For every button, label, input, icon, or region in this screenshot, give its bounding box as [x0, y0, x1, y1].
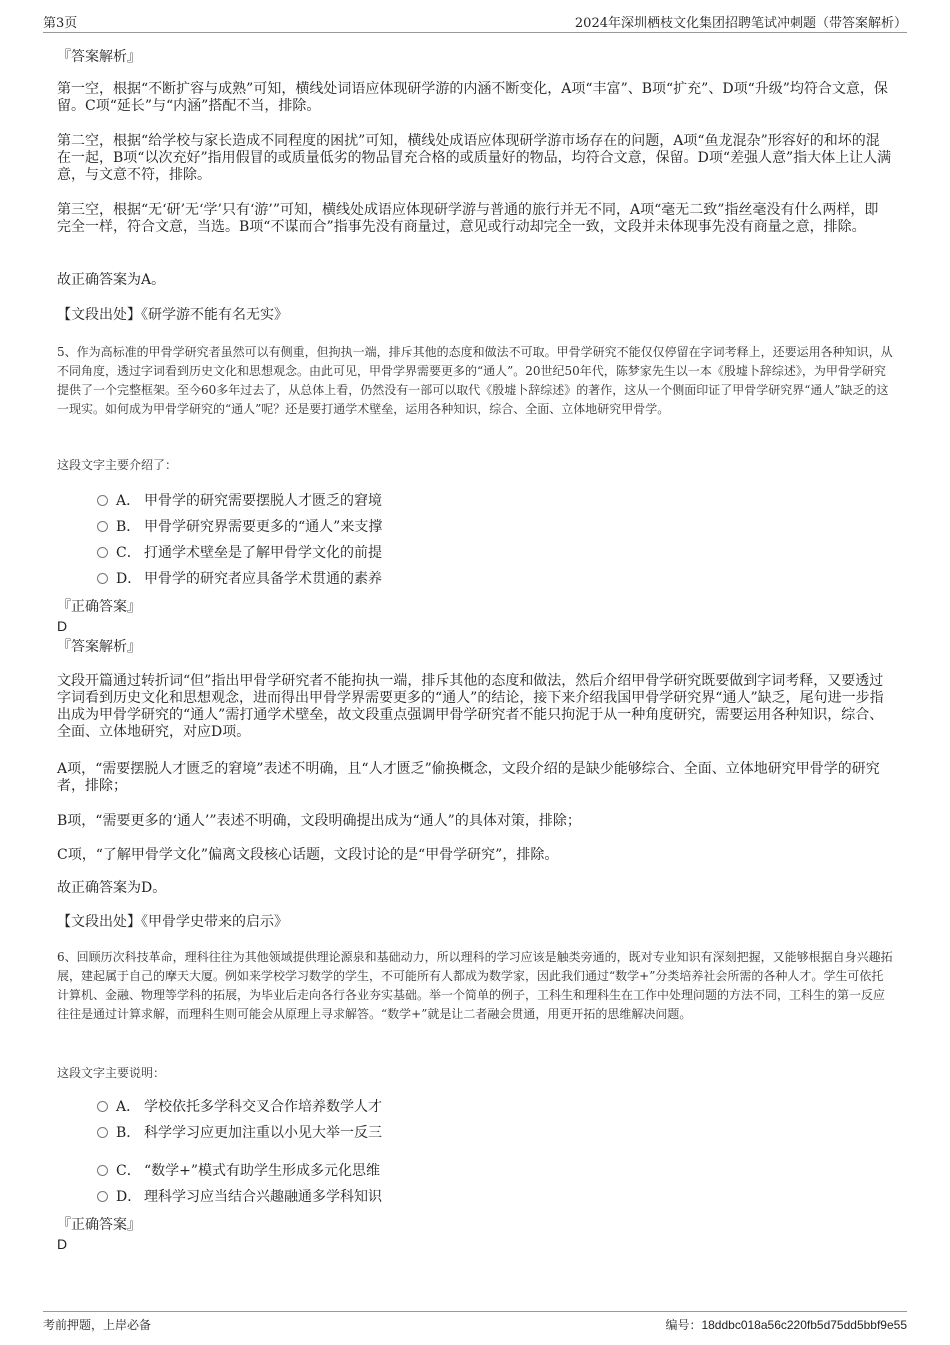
footer-slogan: 考前押题，上岸必备 [43, 1318, 152, 1332]
q6-answer: D [57, 1236, 68, 1252]
radio-icon[interactable] [97, 1101, 108, 1112]
q6-option-c[interactable]: C． “数学+”模式有助学生形成多元化思维 [97, 1163, 380, 1180]
q5-option-c[interactable]: C． 打通学术壁垒是了解甲骨学文化的前提 [97, 545, 382, 562]
radio-icon[interactable] [97, 1165, 108, 1176]
document-code: 编号：18ddbc018a56c220fb5d75dd5bbf9e55 [665, 1318, 907, 1332]
radio-icon[interactable] [97, 573, 108, 584]
q6-option-a[interactable]: A． 学校依托多学科交叉合作培养数学人才 [97, 1099, 382, 1116]
q4-source: 【文段出处】《研学游不能有名无实》 [57, 307, 288, 323]
q5-answer-label: 『正确答案』 [57, 599, 141, 615]
q5-option-a[interactable]: A． 甲骨学的研究需要摆脱人才匮乏的窘境 [97, 493, 382, 510]
q4-analysis-label: 『答案解析』 [57, 49, 141, 65]
q5-option-b[interactable]: B． 甲骨学研究界需要更多的“通人”来支撑 [97, 519, 382, 536]
q4-analysis-para1: 第一空，根据“不断扩容与成熟”可知，横线处词语应体现研学游的内涵不断变化，A项“丰富”、B项“扩充”、D项“升级”均符合文意，保留。C项“延长”与“内涵”搭配不当，排除。 [57, 81, 888, 114]
q5-question: 这段文字主要介绍了： [57, 458, 178, 472]
q5-stem: 5、作为高标准的甲骨学研究者虽然可以有侧重，但拘执一端，排斥其他的态度和做法不可取。甲骨学研究不能仅仅停留在字词考释上，还要运用各种知识，从不同角度，透过字词看到历史文化和思想观念。由此可见，甲骨学界需要更多的“通人”。20世纪50年代，陈梦家先生以一本《殷墟卜辞综述》，为甲骨学研究提供了一个完整框架。至今60多年过去了，从总体上看，仍然没有一部可以取代《殷墟卜辞综述》的著作，这从一个侧面印证了甲骨学研究界“通人”缺乏的这一现实。如何成为甲骨学研究的“通人”呢？还是要打通学术壁垒，运用各种知识，综合、全面、立体地研究甲骨学。 [57, 345, 893, 416]
radio-icon[interactable] [97, 521, 108, 532]
q5-option-d[interactable]: D． 甲骨学的研究者应具备学术贯通的素养 [97, 571, 382, 588]
q5-source: 【文段出处】《甲骨学史带来的启示》 [57, 914, 288, 930]
q5-analysis-para4: C项，“了解甲骨学文化”偏离文段核心话题，文段讨论的是“甲骨学研究”，排除。 [57, 847, 559, 863]
q5-analysis-para3: B项，“需要更多的‘通人’”表述不明确，文段明确提出成为“通人”的具体对策，排除； [57, 813, 581, 829]
page-number: 第3页 [43, 16, 78, 31]
q6-option-d[interactable]: D． 理科学习应当结合兴趣融通多学科知识 [97, 1189, 382, 1206]
q6-answer-label: 『正确答案』 [57, 1217, 141, 1233]
radio-icon[interactable] [97, 547, 108, 558]
q5-analysis-para2: A项，“需要摆脱人才匮乏的窘境”表述不明确，且“人才匮乏”偷换概念，文段介绍的是缺少能够综合、全面、立体地研究甲骨学的研究者，排除； [57, 761, 880, 794]
page-footer [43, 1311, 907, 1332]
q5-analysis-para1: 文段开篇通过转折词“但”指出甲骨学研究者不能拘执一端，排斥其他的态度和做法，然后介绍甲骨学研究既要做到字词考释，又要透过字词看到历史文化和思想观念，进而得出甲骨学界需要更多的“通人”的结论，接下来介绍我国甲骨学研究界“通人”缺乏，尾句进一步指出成为甲骨学研究的“通人”需打通学术壁垒，故文段重点强调甲骨学研究者不能只拘泥于从一种角度研究，需要运用各种知识，综合、全面、立体地研究，对应D项。 [57, 673, 884, 740]
q5-conclusion: 故正确答案为D。 [57, 880, 167, 896]
q6-question: 这段文字主要说明： [57, 1066, 166, 1080]
q4-conclusion: 故正确答案为A。 [57, 272, 166, 288]
q5-analysis-label: 『答案解析』 [57, 639, 141, 655]
q6-option-b[interactable]: B． 科学学习应更加注重以小见大举一反三 [97, 1125, 382, 1142]
q5-answer: D [57, 618, 68, 634]
q6-stem: 6、回顾历次科技革命，理科往往为其他领域提供理论源泉和基础动力，所以理科的学习应该是触类旁通的，既对专业知识有深刻把握，又能够根据自身兴趣拓展，建起属于自己的摩天大厦。例如来学校学习数学的学生，不可能所有人都成为数学家，因此我们通过“数学+”分类培养社会所需的各种人才。学生可依托计算机、金融、物理等学科的拓展，为毕业后走向各行各业夯实基础。举一个简单的例子，工科生和理科生在工作中处理问题的方法不同，工科生的第一反应往往是通过计算求解，而理科生则可能会从原理上寻求解答。“数学+”就是让二者融会贯通，用更开拓的思维解决问题。 [57, 950, 893, 1021]
radio-icon[interactable] [97, 1127, 108, 1138]
q4-analysis-para3: 第三空，根据“无‘研’无‘学’只有‘游’”可知，横线处成语应体现研学游与普通的旅行并无不同，A项“毫无二致”指丝毫没有什么两样，即完全一样，符合文意，当选。B项“不谋而合”指事先没有商量过，意见或行动却完全一致，文段并未体现事先没有商量之意，排除。 [57, 202, 879, 235]
radio-icon[interactable] [97, 1191, 108, 1202]
radio-icon[interactable] [97, 495, 108, 506]
page-header [43, 10, 907, 33]
document-title: 2024年深圳栖枝文化集团招聘笔试冲刺题（带答案解析） [574, 16, 907, 31]
q4-analysis-para2: 第二空，根据“给学校与家长造成不同程度的困扰”可知，横线处成语应体现研学游市场存在的问题，A项“鱼龙混杂”形容好的和坏的混在一起，B项“以次充好”指用假冒的或质量低劣的物品冒充合格的或质量好的物品，均符合文意，保留。D项“差强人意”指大体上让人满意，与文意不符，排除。 [57, 133, 892, 183]
